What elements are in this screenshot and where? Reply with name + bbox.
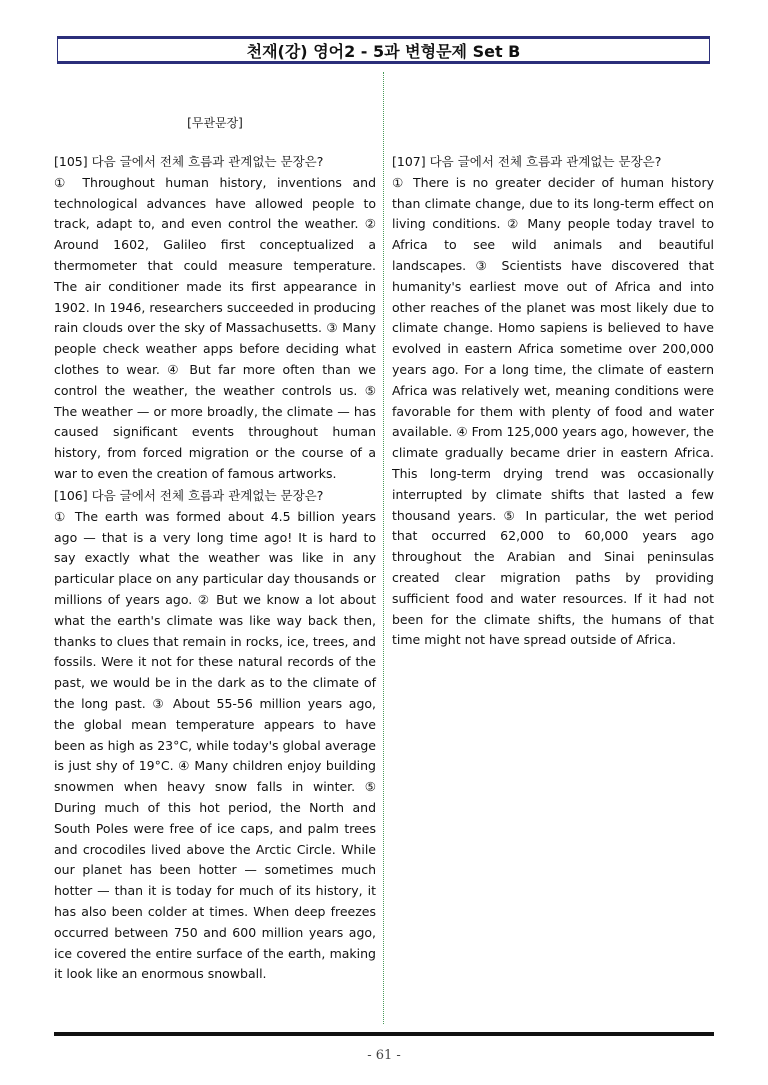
column-divider [383, 72, 384, 1024]
question-prompt: [107] 다음 글에서 전체 흐름과 관계없는 문장은? [392, 154, 662, 169]
question-prompt: [106] 다음 글에서 전체 흐름과 관계없는 문장은? [54, 488, 324, 503]
question-passage: ① The earth was formed about 4.5 billion years ago — that is a very long time ago! It is hard to say exactly what the weather was like in any particular place on any particular day thousands or millions of years ago. ② But we know a lot about what the earth's climate was like way back then, thanks to clues that remain in rocks, ice, trees, and fossils. Were it not for these natural records of the past, we would be in the dark as to the climate of the long past. ③ About 55-56 million years ago, the global mean temperature appears to have been as high as 23°C, while today's global average is just shy of 19°C. ④ Many children enjoy building snowmen when heavy snow falls in winter. ⑤ During much of this hot period, the North and South Poles were free of ice caps, and palm trees and crocodiles lived above the Arctic Circle. While our planet has been hotter — sometimes much hotter — than it is today for much of its history, it has also been colder at times. When deep freezes occurred between 750 and 600 million years ago, ice covered the entire surface of the earth, making it look like an enormous snowball. [54, 508, 376, 982]
question-105 [54, 152, 376, 485]
footer-rule [54, 1032, 714, 1036]
question-107 [392, 152, 714, 651]
page-title: 천재(강) 영어2 - 5과 변형문제 Set B [57, 36, 710, 64]
question-106 [54, 486, 376, 985]
section-label: [무관문장] [187, 116, 243, 130]
question-passage: ① There is no greater decider of human history than climate change, due to its long-term effect on living conditions. ② Many people today travel to Africa to see wild animals and beautiful landscapes. ③ Scientists have discovered that humanity's earliest move out of Africa and into other reaches of the planet was most likely due to climate change. Homo sapiens is believed to have evolved in eastern Africa sometime over 200,000 years ago. For a long time, the climate of eastern Africa was relatively wet, meaning conditions were favorable for them with plenty of food and water available. ④ From 125,000 years ago, however, the climate gradually became drier in eastern Africa. This long-term drying trend was occasionally interrupted by climate shifts that lasted a few thousand years. ⑤ In particular, the wet period that occurred 62,000 to 60,000 years ago throughout the Arabian and Sinai peninsulas created clear migration paths by providing sufficient food and water resources. If it had not been for the climate shifts, the humans of that time might not have spread outside of Africa. [392, 174, 714, 648]
page-number: - 61 - [367, 1048, 401, 1063]
question-passage: ① Throughout human history, inventions and technological advances have allowed people to track, adapt to, and even control the weather. ② Around 1602, Galileo first conceptualized a thermometer that could measure temperature. The air conditioner made its first appearance in 1902. In 1946, researchers succeeded in producing rain clouds over the sky of Massachusetts. ③ Many people check weather apps before deciding what clothes to wear. ④ But far more often than we control the weather, the weather controls us. ⑤ The weather — or more broadly, the climate — has caused significant events throughout human history, from forced migration or the course of a war to even the creation of famous artworks. [54, 174, 376, 481]
question-prompt: [105] 다음 글에서 전체 흐름과 관계없는 문장은? [54, 154, 324, 169]
